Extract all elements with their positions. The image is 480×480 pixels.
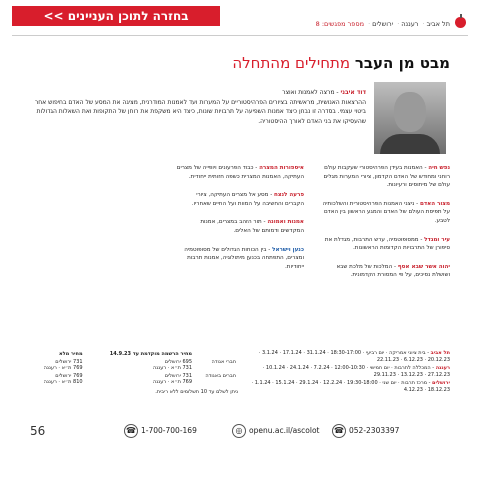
phone-text: 1-700-700-169 — [141, 426, 197, 435]
breadcrumb-item: רעננה — [401, 20, 419, 28]
topic-text: - האמנות בעידן הפרהיסטורי שעקבות עולם רוחני ומחודש של האדם הקדמון, ציורי המערות מגלים עולם של מיתוסים ורעיונות. — [323, 165, 450, 189]
lecturer-role: - מרצה לאמנות ואוצר — [282, 89, 339, 96]
topic-title: יהוה אשר שבא אסף — [397, 263, 450, 270]
page-title — [232, 54, 450, 72]
topic-title: איספורות המצרה — [259, 165, 304, 171]
schedule-text: - מרכז תרבות · יום שני · 19:30-18:00 · 12.2.24 · 29.1.24 · 15.1.24 · 1.1.24 · 18.12.23 · 4.12.23 — [251, 379, 450, 394]
breadcrumb-item: ירושלים — [372, 20, 394, 28]
contact-phone-1[interactable] — [332, 424, 399, 438]
intro-text: ההרצאות האנושית, מראשיתה בציורים הפרהיסטוריים על המערות ועד לאמנות המודרנית, מציגה את המסע של האדם בחיפוש אחר ביטוי עצמי. בסדרה זו נבחן כיצד אמנות השפיעה על תרבויות שונות, כיצד היא משקפת את רוחן של התקופות ואת השאלות הגדולות שהעסיקו את בני האדם לאורך ההיסטוריה. — [34, 98, 366, 125]
apple-icon — [455, 17, 466, 28]
fee-value: 731 ת״א · רעננה — [153, 365, 193, 371]
topic-title: עיר ומגדל — [424, 236, 450, 243]
topic-title: נפש חיה — [428, 165, 450, 171]
contact-website[interactable] — [232, 424, 319, 438]
breadcrumb-item: תל אביב — [426, 20, 450, 28]
fee-label: חברים באגודה — [205, 373, 236, 379]
website-text: openu.ac.il/ascolot — [249, 426, 320, 435]
schedule-item — [250, 350, 450, 365]
topic-column — [176, 164, 304, 281]
title-main: מבט מן העבר — [354, 54, 450, 72]
topic-title: אמנות ואמונה — [267, 219, 304, 226]
fee-full — [30, 358, 85, 372]
topic-item — [176, 246, 304, 272]
fee-value: 731 ירושלים — [55, 359, 83, 365]
topic-title: מצור האדם — [419, 200, 450, 207]
topic-item — [176, 164, 304, 181]
topic-text: - בין הכוחות הגדולים של מסופוטמיה ומצרים, התפתחה בכנען מיתולוגיה, אמנות תרבות ייחודיות. — [184, 246, 304, 270]
table-row — [30, 372, 238, 386]
phone-icon: ☎ — [124, 424, 138, 438]
topic-item — [322, 200, 450, 226]
back-to-contents-link[interactable]: בחזרה לתוכן העניינים >> — [12, 6, 220, 26]
divider — [12, 35, 468, 36]
topic-text: - ניצני האמנות הפרהיסטורית והשלכותיה על תפיסת העולם של האדם והמגע הראשון בין האדם לטבע. — [322, 200, 450, 224]
payment-note: ניתן לשלם עד 10 תשלומים ללא ריבית. — [155, 389, 238, 395]
topic-item — [322, 263, 450, 280]
topic-column — [322, 164, 450, 290]
topic-item — [176, 191, 304, 208]
page-number: 56 — [30, 424, 46, 438]
fee-value: 769 ת״א · רעננה — [43, 365, 83, 371]
fee-value: 810 ת״א · רעננה — [43, 379, 83, 385]
schedule-text: - בית ציוני אמריקה · יום רביעי · 18:30-17:00 · 31.1.24 · 17.1.24 · 3.1.24 · 20.12.23 · 6.12.23 · 22.11.23 — [258, 350, 450, 364]
schedule-text: - המכללה לתרבות · יום חמישי · 12:00-10:30 · 7.2.24 · 24.1.24 · 10.1.24 · 27.12.23 · 13.12.23 · 29.11.23 — [262, 364, 450, 379]
topic-title: פרעה לנצח — [274, 192, 304, 199]
table-header: מחיר הרשמה מוקדמת עד 14.9.23 — [109, 351, 193, 357]
phone-icon: ☎ — [332, 424, 346, 438]
lecturer-name: דוד איבני — [340, 89, 366, 96]
lecturer-intro — [26, 88, 366, 126]
fee-early — [85, 372, 194, 386]
top-bar — [0, 0, 480, 34]
globe-icon: ◎ — [232, 424, 246, 438]
table-row — [30, 358, 238, 372]
fees-table — [30, 350, 238, 395]
fee-value: 769 ירושלים — [55, 373, 83, 379]
topic-text: - תור הזהב במצרים, אמנות המקדשים ודמותם של האלים. — [200, 219, 304, 234]
schedule-item — [250, 365, 450, 380]
fee-early — [85, 358, 194, 372]
schedule-location: רעננה — [435, 364, 450, 371]
topic-item — [322, 164, 450, 190]
lecturer-photo — [374, 82, 446, 154]
topic-item — [176, 218, 304, 235]
fee-value: 769 ת״א · רעננה — [153, 379, 193, 385]
title-sub: מתחילים מהתחלה — [232, 54, 351, 72]
topic-text: - ממסופוטמיה, ערש התרבות, מגדלת את סיפורן של התרבויות הקדומות הראשונות. — [324, 236, 450, 252]
topic-title: כנען וישראל — [272, 246, 304, 253]
phone-text: 052-2303397 — [349, 426, 400, 435]
topic-text: - המלכות של מלכת שבא ושושלת נסיכים, על פי המסורת הקדמונית. — [336, 263, 450, 279]
contact-phone-2[interactable] — [124, 424, 197, 438]
schedule-location: ירושלים — [432, 379, 450, 386]
topic-item — [322, 236, 450, 253]
fee-value: 695 ירושלים — [164, 359, 193, 365]
table-header-row — [30, 350, 238, 358]
topic-text: - כבוד הפרעונים ויופייה של מצרים העתיקה, האמנות המצרית כשפה חזותית ייחודית. — [176, 165, 304, 180]
table-header: מחיר מלא — [59, 351, 83, 357]
table-header — [194, 350, 238, 358]
schedule — [250, 350, 450, 394]
fee-full — [30, 372, 85, 386]
schedule-item — [250, 380, 450, 395]
breadcrumb: תל אביב· רעננה· ירושלים· מספר מפגשים: 8 — [315, 20, 450, 28]
topic-text: - מסע אל מצרים העתיקה, ציורי הקברים והחשיבה על המוות ועל החיים שאחריו. — [191, 192, 304, 207]
fee-value: 731 ירושלים — [164, 373, 193, 379]
schedule-location: תל אביב — [430, 350, 450, 356]
footer — [0, 418, 480, 446]
breadcrumb-item: מספר מפגשים: 8 — [315, 20, 364, 28]
fee-label: חברי אגודה — [211, 359, 236, 365]
topics — [30, 164, 450, 359]
